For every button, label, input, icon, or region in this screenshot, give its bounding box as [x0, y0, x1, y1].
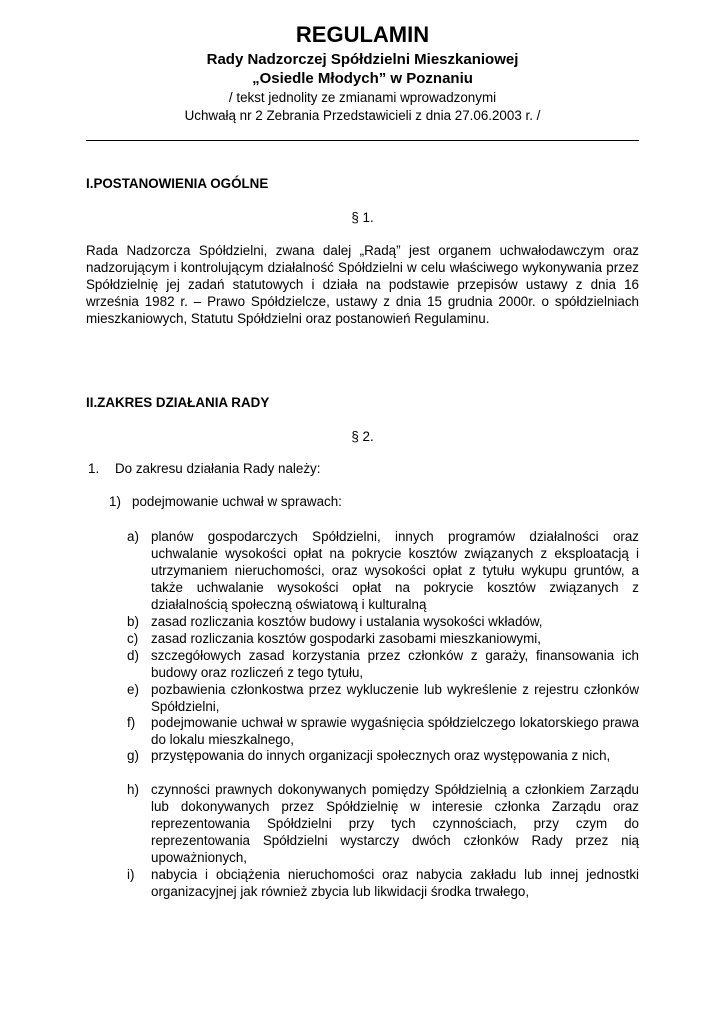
list-item-text: planów gospodarczych Spółdzielni, innych programów działalności oraz uchwalanie wysokości opłat na pokrycie kosztów związanych z eksploatacją i utrzymaniem nieruchomości, oraz wysokości opłat z tytułu wykupu gruntów, a także uchwalanie wysokości opłat na pokrycie kosztów związanych z działalnością społeczną oświatową i kulturalną	[151, 529, 639, 612]
list-item-text: czynności prawnych dokonywanych pomiędzy Spółdzielnią a członkiem Zarządu lub dokonywanych przez Spółdzielnię w interesie członka Zarządu oraz reprezentowania Spółdzielni przy tych czynnościach, przy czym do reprezentowania Spółdzielni wystarczy dwóch członków Rady przez nią upoważnionych,	[151, 782, 639, 865]
document-title: REGULAMIN	[295, 22, 430, 47]
document-note-1: / tekst jednolity ze zmianami wprowadzonymi	[228, 90, 497, 105]
list-item-text: przystępowania do innych organizacji społecznych oraz występowania z nich,	[151, 748, 611, 763]
list-item-letter: a)	[127, 529, 139, 544]
section-1-text: Rada Nadzorcza Spółdzielni, zwana dalej „Radą” jest organem uchwałodawczym oraz nadzorującym i kontrolującym działalność Spółdzielni w celu właściwego wykonywania przez Spółdzielnię jej zadań statutowych i działa na podstawie przepisów ustawy z dnia 16 września 1982 r. – Prawo Spółdzielcze, ustawy z dnia 15 grudnia 2000r. o spółdzielniach mieszkaniowych, Statutu Spółdzielni oraz postanowień Regulaminu.	[86, 243, 639, 326]
list-item-text: szczegółowych zasad korzystania przez członków z garaży, finansowania ich budowy oraz rozliczeń z tego tytułu,	[151, 648, 639, 680]
list-item-text: zasad rozliczania kosztów gospodarki zasobami mieszkaniowymi,	[151, 631, 541, 646]
list-item-letter: d)	[127, 648, 139, 663]
section-2-heading: II.ZAKRES DZIAŁANIA RADY	[86, 395, 270, 410]
section-2-paragraph-label: § 2.	[351, 429, 374, 444]
list-item-letter: i)	[127, 867, 135, 882]
list-item-text: podejmowanie uchwał w sprawie wygaśnięcia spółdzielczego lokatorskiego prawa do lokalu mieszkalnego,	[151, 715, 639, 747]
section-1-paragraph-label: § 1.	[351, 210, 374, 225]
list-item-letter: f)	[127, 715, 136, 730]
point-1-text: Do zakresu działania Rady należy:	[115, 461, 321, 476]
header-divider	[86, 140, 639, 141]
sub-point-1-number: 1)	[109, 494, 121, 509]
document-subtitle-2: „Osiedle Młodych” w Poznaniu	[252, 70, 473, 87]
list-item-text: zasad rozliczania kosztów budowy i ustalania wysokości wkładów,	[151, 614, 543, 629]
sub-point-1-text: podejmowanie uchwał w sprawach:	[132, 494, 342, 509]
document-note-2: Uchwałą nr 2 Zebrania Przedstawicieli z dnia 27.06.2003 r. /	[184, 108, 541, 123]
list-item-letter: e)	[127, 682, 139, 697]
list-item-letter: b)	[127, 614, 139, 629]
list-item-letter: g)	[127, 748, 139, 763]
point-1-number: 1.	[88, 461, 100, 476]
list-item-text: pozbawienia członkostwa przez wykluczenie lub wykreślenie z rejestru członków Spółdzielni,	[151, 682, 639, 714]
document-subtitle-1: Rady Nadzorczej Spółdzielni Mieszkaniowej	[206, 51, 519, 68]
list-item-text: nabycia i obciążenia nieruchomości oraz nabycia zakładu lub innej jednostki organizacyjnej jak również zbycia lub likwidacji środka trwałego,	[151, 867, 639, 899]
list-item-letter: h)	[127, 782, 139, 797]
list-item-letter: c)	[127, 631, 139, 646]
section-1-heading: I.POSTANOWIENIA OGÓLNE	[86, 176, 269, 191]
